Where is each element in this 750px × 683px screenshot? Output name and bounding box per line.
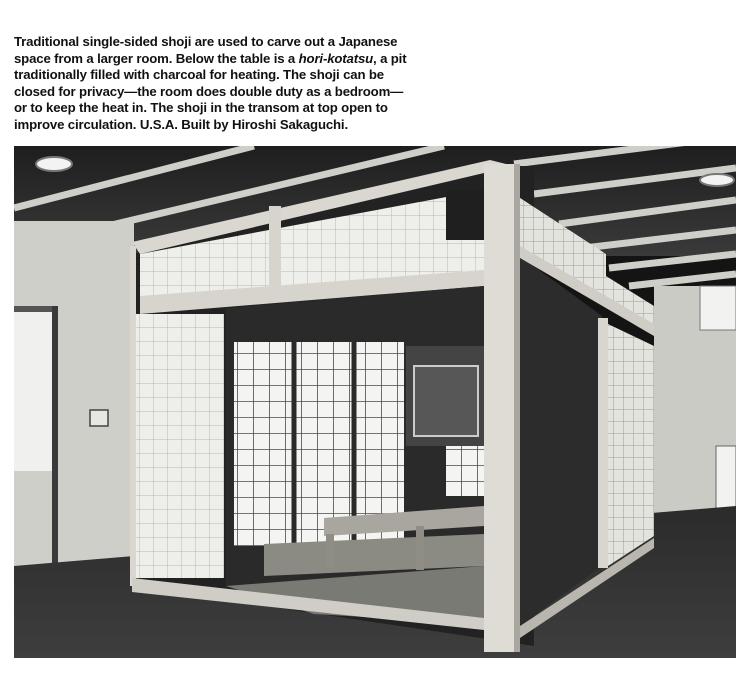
right-opening xyxy=(520,256,602,626)
shoji-room-illustration xyxy=(14,146,736,658)
photo-caption xyxy=(14,34,444,134)
caption-line-2-start: space from a larger room. Below the table is a xyxy=(14,50,299,66)
wall-cabinet xyxy=(700,286,736,330)
light-switch xyxy=(90,410,108,426)
left-window xyxy=(14,311,52,471)
caption-line-5: or to keep the heat in. The shoji in the transom at top open to xyxy=(14,100,388,116)
side-shoji-panel xyxy=(608,324,654,566)
caption-line-1: Traditional single-sided shoji are used to carve out a Japanese xyxy=(14,34,398,49)
shoji-room-photograph xyxy=(14,146,736,658)
caption-term-hori-kotatsu: hori-kotatsu xyxy=(298,50,374,66)
caption-line-4: closed for privacy—the room does double duty as a bedroom— xyxy=(14,83,404,99)
caption-line-2 xyxy=(14,51,444,68)
corner-post xyxy=(484,164,518,652)
caption-line-3: traditionally filled with charcoal for heating. The shoji can be xyxy=(14,67,384,83)
front-shoji-panel xyxy=(132,314,224,578)
caption-line-2-end: , a pit xyxy=(373,50,407,66)
transom-opening xyxy=(446,190,486,240)
caption-line-6: improve circulation. U.S.A. Built by Hiroshi Sakaguchi. xyxy=(14,116,348,132)
